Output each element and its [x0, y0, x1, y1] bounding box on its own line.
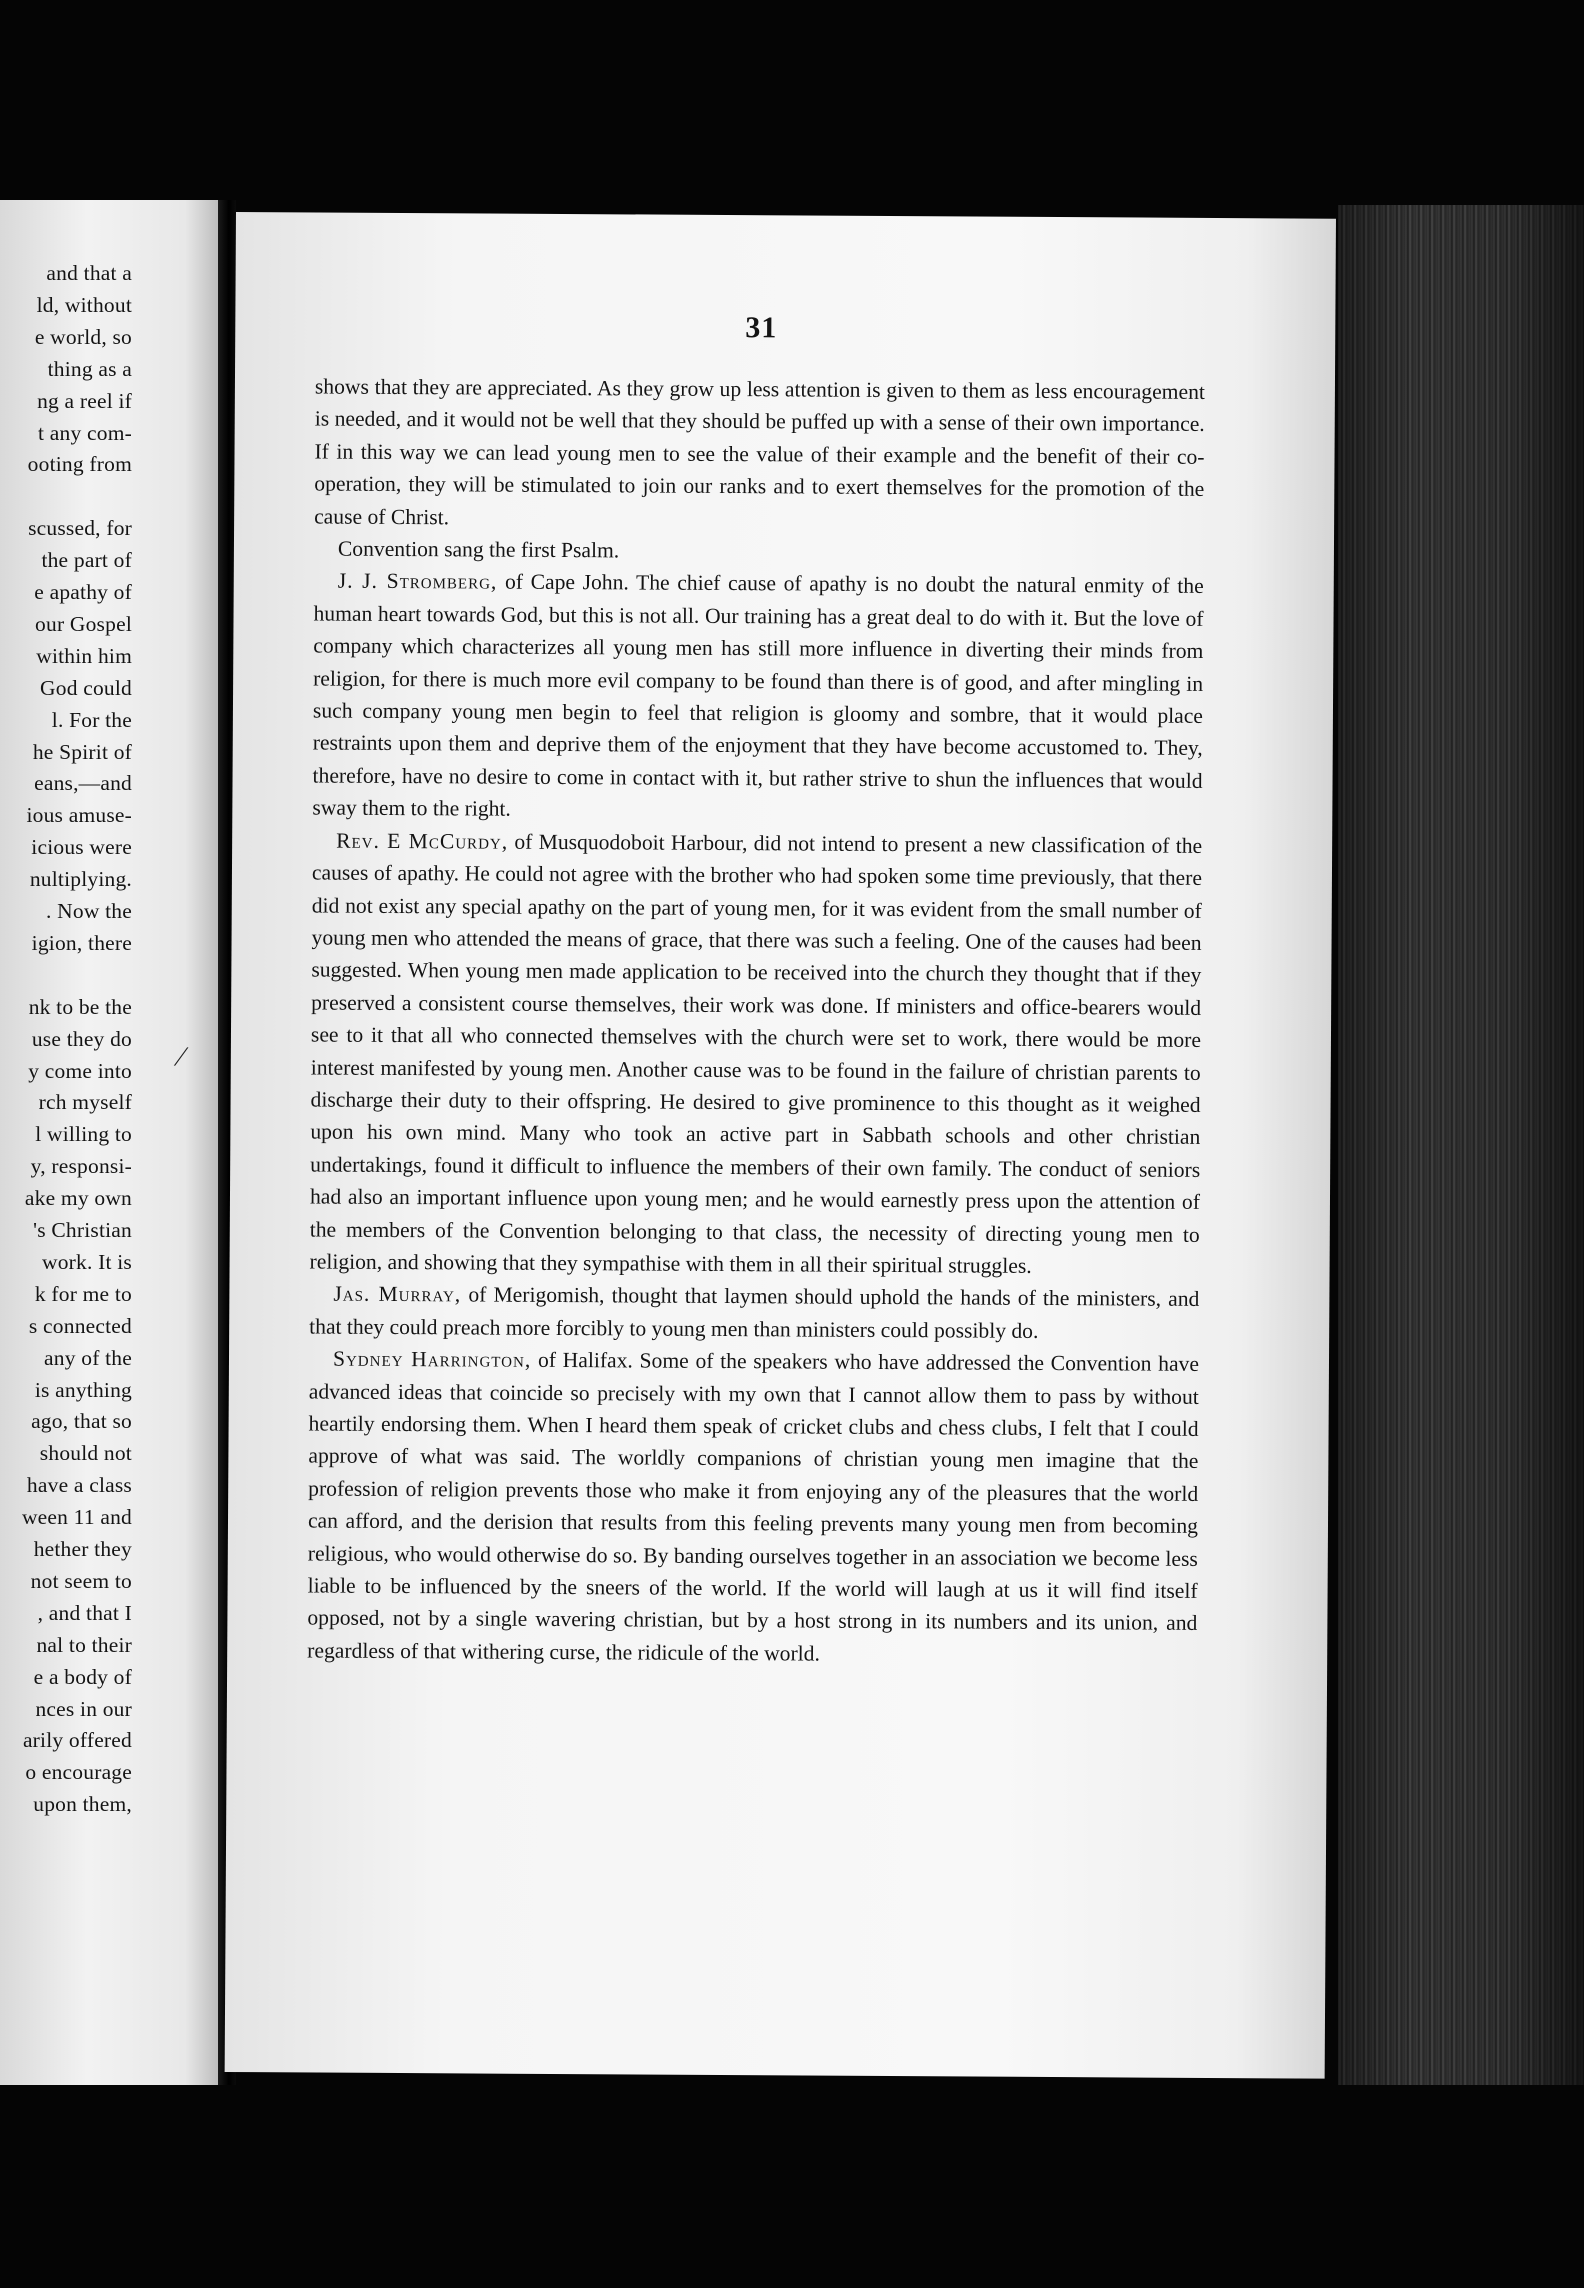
left-page-line: ago, that so: [31, 1409, 132, 1434]
paragraph-continued: [314, 370, 1205, 537]
left-page-line: God could: [40, 675, 132, 700]
left-page-line: the part of: [41, 548, 132, 573]
left-page-line: within him: [36, 643, 132, 668]
paragraph-stromberg: [312, 565, 1204, 830]
paragraph-text: shows that they are appreciated. As they grow up less attention is given to them as less encouragement is needed, and it would not be well that they should be puffed up with a sense of their own importance. If in this way we can lead young men to see the value of their example and the benefit of their co-operation, they will be stimulated to join our ranks and to exert themselves for the promotion of the cause of Christ.: [314, 374, 1205, 529]
left-page-line: 's Christian: [33, 1218, 132, 1242]
page-number: 31: [745, 311, 778, 345]
paragraph-harrington: [307, 1343, 1199, 1672]
paragraph-murray: [309, 1278, 1199, 1348]
paragraph-mccurdy: [309, 824, 1202, 1283]
left-page-line: l. For the: [51, 707, 132, 732]
left-page-line: scussed, for: [28, 516, 132, 541]
left-page-line: arily offered: [22, 1728, 132, 1753]
left-page-line: , and that I: [37, 1600, 132, 1625]
body-text: [307, 370, 1205, 1672]
left-page-line: ooting from: [27, 452, 132, 477]
left-page-line: any of the: [44, 1345, 132, 1370]
left-page-line: upon them,: [33, 1792, 132, 1817]
left-page-line: is anything: [34, 1377, 132, 1402]
paragraph-psalm: [314, 533, 1204, 571]
left-page-line: k for me to: [34, 1281, 132, 1306]
left-page-line: our Gospel: [35, 611, 132, 636]
left-page-line: l willing to: [35, 1122, 132, 1147]
paragraph-text: of Cape John. The chief cause of apathy is no doubt the natural enmity of the human heart towards God, but this is not all. Our training has a great deal to do with it. But the love of company which characterizes all young men has still more influence in diverting their minds from religion, for there is much more evil company to be found than there is of good, and after mingling in such company young men begin to feel that religion is gloomy and sombre, that it would place restraints upon them and deprive them of the enjoyment that they have become accustomed to. They, therefore, have no desire to come in contact with it, but rather strive to shun the influences that would sway them to the right.: [312, 570, 1204, 821]
left-page-line: nces in our: [35, 1696, 132, 1721]
left-page-line: nal to their: [36, 1632, 132, 1657]
left-page-line: ious amuse-: [26, 803, 132, 828]
left-page-line: should not: [39, 1441, 132, 1466]
left-page-line: o encourage: [25, 1760, 132, 1785]
left-page-line: thing as a: [47, 356, 132, 381]
left-page-line: use they do: [31, 1026, 132, 1051]
left-page-line: s connected: [28, 1313, 132, 1338]
left-page-line: e apathy of: [34, 580, 132, 604]
left-page-line: e a body of: [33, 1664, 132, 1689]
left-page-line: e world, so: [34, 324, 132, 349]
pencil-tick-mark: ⁄: [178, 1041, 184, 1073]
book-edge-shading: [1338, 205, 1584, 2085]
left-page-line: he Spirit of: [32, 739, 132, 764]
left-page-line: eans,—and: [34, 771, 132, 796]
left-page-line: have a class: [26, 1473, 132, 1498]
left-page-line: t any com-: [38, 420, 132, 445]
left-page-line: nultiplying.: [29, 867, 132, 892]
left-page-line: y, responsi-: [30, 1154, 132, 1179]
left-page-fragment: [0, 200, 218, 2090]
left-page-line: ld, without: [36, 292, 132, 317]
left-page-line: ween 11 and: [21, 1505, 132, 1530]
scan-background: [0, 2085, 1584, 2288]
left-page-line: and that a: [46, 261, 132, 285]
speaker-name: Rev. E McCurdy,: [336, 828, 509, 854]
left-page-line: . Now the: [46, 899, 132, 923]
left-page-line: rch myself: [38, 1090, 132, 1115]
paragraph-text: of Merigomish, thought that laymen should uphold the hands of the ministers, and that they could preach more forcibly to young men than ministers could possibly do.: [309, 1282, 1200, 1343]
left-page-line: nk to be the: [28, 994, 132, 1019]
left-page-line: ake my own: [24, 1186, 132, 1211]
paragraph-text: of Halifax. Some of the speakers who have addressed the Convention have advanced ideas that coincide so precisely with my own that I cannot allow them to pass by without heartily endorsing them. When I heard them speak of cricket clubs and chess clubs, I felt that I could approve of what was said. The worldly companions of christian young men imagine that the profession of religion prevents those who make it from enjoying any of the pleasures that the world can afford, and the derision that results from this feeling prevents many young men from becoming religious, who would otherwise do so. By banding ourselves together in an association we become less liable to be influenced by the sneers of the world. If the world will laugh at us it will find itself opposed, not by a single wavering christian, but by a host strong in its numbers and its union, and regardless of that withering curse, the ridicule of the world.: [307, 1348, 1200, 1666]
paragraph-text: Convention sang the first Psalm.: [337, 536, 620, 563]
speaker-name: Sydney Harrington,: [332, 1346, 532, 1373]
left-page-line: not seem to: [30, 1568, 132, 1593]
paragraph-text: of Musquodoboit Harbour, did not intend to present a new classification of the causes of apathy. He could not agree with the brother who had spoken some time previously, that there did not exist any special apathy on the part of young men, for it was evident from the small number of young men who attended the means of grace, that there was such a feeling. One of the causes had been suggested. When young men made application to be received into the church they thought that if they preserved a consistent course themselves, their work was done. If ministers and office-bearers would see to it that all who connected themselves with the church were set to work, there would be more interest manifested by young men. Another cause was to be found in the failure of christian parents to discharge their duty to their offspring. He desired to give prominence to this thought as it weighed upon his own mind. Many who took an active part in Sabbath schools and other christian undertakings, found it difficult to influence the members of their own family. The conduct of seniors had also an important influence upon young men; and he would earnestly press upon the attention of the members of the Convention belonging to that class, the necessity of directing young men to religion, and showing that they sympathise with them in all their spiritual struggles.: [309, 829, 1203, 1278]
speaker-name: Jas. Murray,: [333, 1281, 462, 1307]
left-page-line: hether they: [33, 1537, 132, 1561]
left-page-line: y come into: [28, 1058, 132, 1083]
speaker-name: J. J. Stromberg,: [337, 569, 498, 595]
left-page-line: igion, there: [31, 930, 132, 955]
left-page-line: work. It is: [42, 1249, 132, 1274]
main-page: [178, 212, 1336, 2079]
left-page-line: icious were: [31, 835, 132, 860]
left-page-line: ng a reel if: [37, 388, 132, 413]
